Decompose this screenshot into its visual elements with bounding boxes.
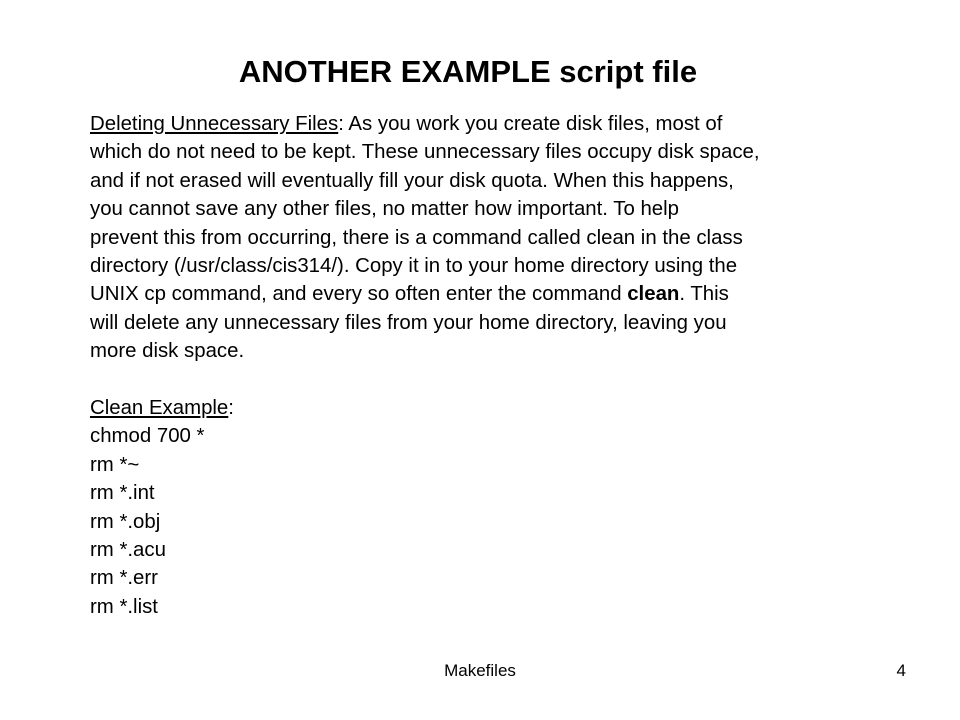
command-line: rm *.int: [90, 482, 155, 505]
paragraph-line: prevent this from occurring, there is a command called clean in the class: [90, 226, 743, 249]
page-number: 4: [896, 661, 906, 680]
spacer: [90, 366, 890, 394]
paragraph-heading: Deleting Unnecessary Files: [90, 113, 339, 135]
command-line: rm *~: [90, 453, 140, 476]
footer-label: Makefiles: [444, 661, 516, 680]
command-line: rm *.err: [90, 567, 158, 590]
line-before-command: UNIX cp command, and every so often enter the command: [90, 283, 628, 306]
paragraph-line: and if not erased will eventually fill your disk quota. When this happens,: [90, 169, 734, 192]
paragraph-line-1: [90, 110, 890, 138]
paragraph-line: will delete any unnecessary files from your home directory, leaving you: [90, 311, 727, 334]
example-heading-line: [90, 394, 890, 422]
paragraph-heading-suffix: : As you work you create disk files, most of: [338, 113, 723, 135]
example-heading: Clean Example: [90, 397, 229, 420]
paragraph-line-command: [90, 280, 890, 308]
clean-command: clean: [627, 283, 680, 306]
paragraph-line: you cannot save any other files, no matter how important. To help: [90, 198, 680, 221]
example-heading-suffix: :: [228, 397, 234, 420]
command-line: rm *.acu: [90, 539, 166, 562]
paragraph-line: more disk space.: [90, 340, 245, 363]
paragraph-line: which do not need to be kept. These unnecessary files occupy disk space,: [90, 141, 760, 164]
command-line: rm *.obj: [90, 510, 161, 533]
command-line: rm *.list: [90, 595, 158, 618]
paragraph-line: directory (/usr/class/cis314/). Copy it in to your home directory using the: [90, 255, 738, 278]
line-after-command: . This: [679, 283, 729, 306]
slide-title: ANOTHER EXAMPLE script file: [238, 54, 698, 89]
command-line: chmod 700 *: [90, 425, 205, 448]
slide-body: [90, 110, 890, 621]
